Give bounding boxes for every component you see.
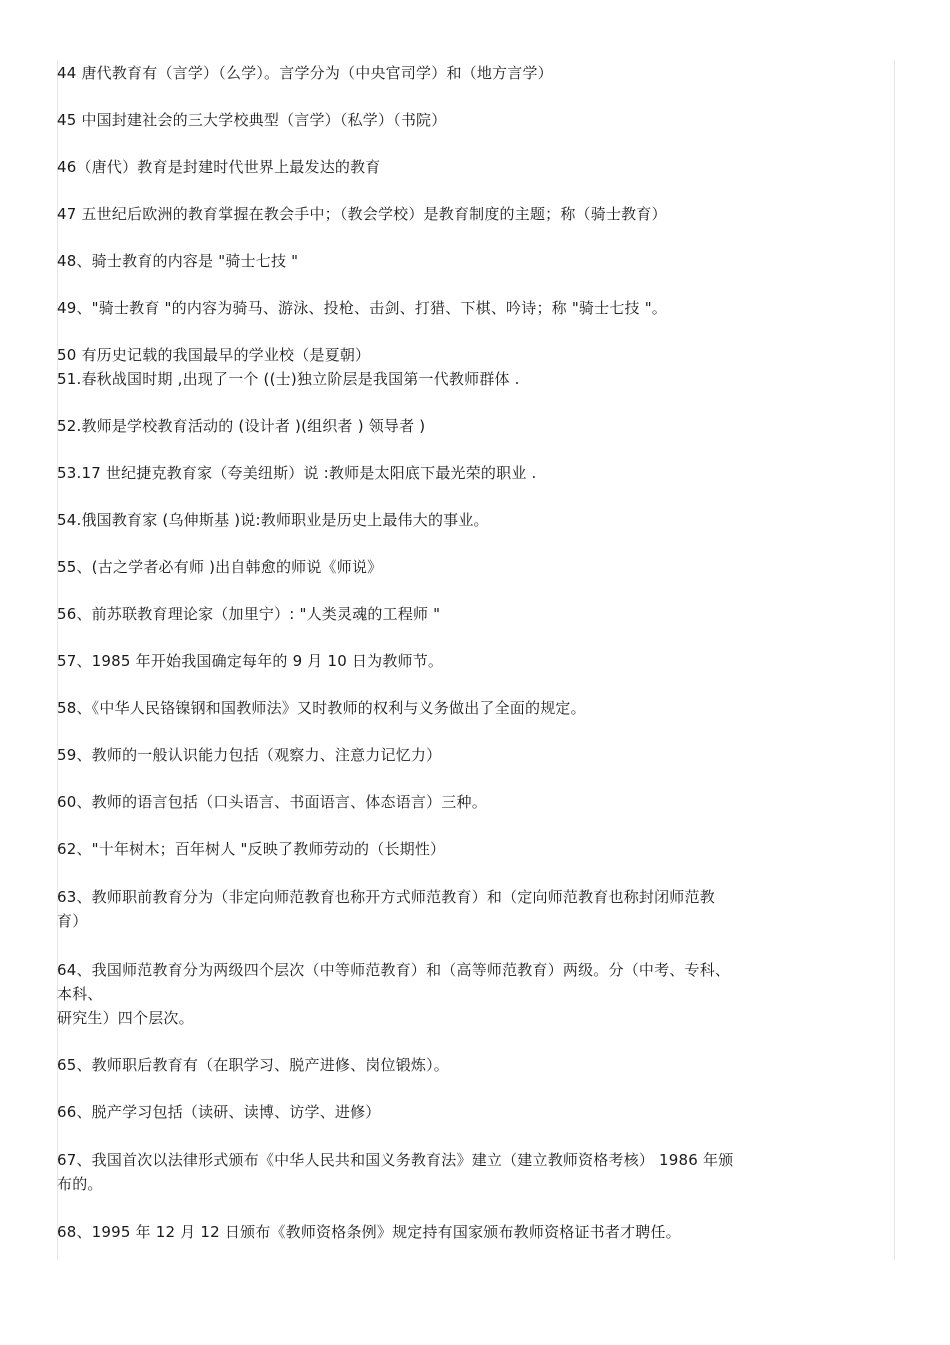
text-line-63: 63、教师职前教育分为（非定向师范教育也称开方式师范教育）和（定向师范教育也称封闭师范教: [57, 888, 715, 906]
text-line-50: 50 有历史记载的我国最早的学业校（是夏朝）: [57, 346, 371, 364]
text-line-64: 64、我国师范教育分为两级四个层次（中等师范教育）和（高等师范教育）两级。分（中考、专科、: [57, 961, 731, 979]
text-line-58: 58、《中华人民铬镍钢和国教师法》又时教师的权利与义务做出了全面的规定。: [57, 699, 586, 717]
text-line-65: 65、教师职后教育有（在职学习、脱产进修、岗位锻炼）。: [57, 1056, 449, 1074]
text-line-60: 60、教师的语言包括（口头语言、书面语言、体态语言）三种。: [57, 793, 487, 811]
text-line-64-cont2: 研究生）四个层次。: [57, 1009, 194, 1027]
text-line-59: 59、教师的一般认识能力包括（观察力、注意力记忆力）: [57, 746, 442, 764]
text-line-63-cont: 育）: [57, 912, 88, 930]
text-line-67: 67、我国首次以法律形式颁布《中华人民共和国义务教育法》建立（建立教师资格考核） 1986 年颁: [57, 1151, 734, 1169]
text-line-49: 49、"骑士教育 "的内容为骑马、游泳、投枪、击剑、打猎、下棋、吟诗；称 "骑士七技 "。: [57, 299, 667, 317]
text-line-45: 45 中国封建社会的三大学校典型（言学）（私学）（书院）: [57, 111, 447, 129]
text-line-57: 57、1985 年开始我国确定每年的 9 月 10 日为教师节。: [57, 652, 444, 670]
text-line-51: 51.春秋战国时期 ,出现了一个 ((士)独立阶层是我国第一代教师群体 .: [57, 370, 520, 388]
text-line-67-cont: 布的。: [57, 1175, 103, 1193]
text-line-52: 52.教师是学校教育活动的 (设计者 )(组织者 ) 领导者 ): [57, 417, 426, 435]
text-line-44: 44 唐代教育有（言学）（么学）。言学分为（中央官司学）和（地方言学）: [57, 64, 553, 82]
text-line-56: 56、前苏联教育理论家（加里宁）: "人类灵魂的工程师 ": [57, 605, 441, 623]
text-line-48: 48、骑士教育的内容是 "骑士七技 ": [57, 252, 299, 270]
text-line-68: 68、1995 年 12 月 12 日颁布《教师资格条例》规定持有国家颁布教师资格证书者才聘任。: [57, 1223, 681, 1241]
text-line-54: 54.俄国教育家 (乌伸斯基 )说:教师职业是历史上最伟大的事业。: [57, 511, 489, 529]
text-line-55: 55、(古之学者必有师 )出自韩愈的师说《师说》: [57, 558, 383, 576]
text-line-66: 66、脱产学习包括（读研、读博、访学、进修）: [57, 1103, 381, 1121]
text-line-47: 47 五世纪后欧洲的教育掌握在教会手中；（教会学校）是教育制度的主题；称（骑士教育）: [57, 205, 667, 223]
text-line-46: 46（唐代）教育是封建时代世界上最发达的教育: [57, 158, 381, 176]
text-line-53: 53.17 世纪捷克教育家（夸美纽斯）说 :教师是太阳底下最光荣的职业 .: [57, 464, 537, 482]
text-line-64-cont: 本科、: [57, 985, 103, 1003]
text-line-62: 62、"十年树木；百年树人 "反映了教师劳动的（长期性）: [57, 840, 446, 858]
